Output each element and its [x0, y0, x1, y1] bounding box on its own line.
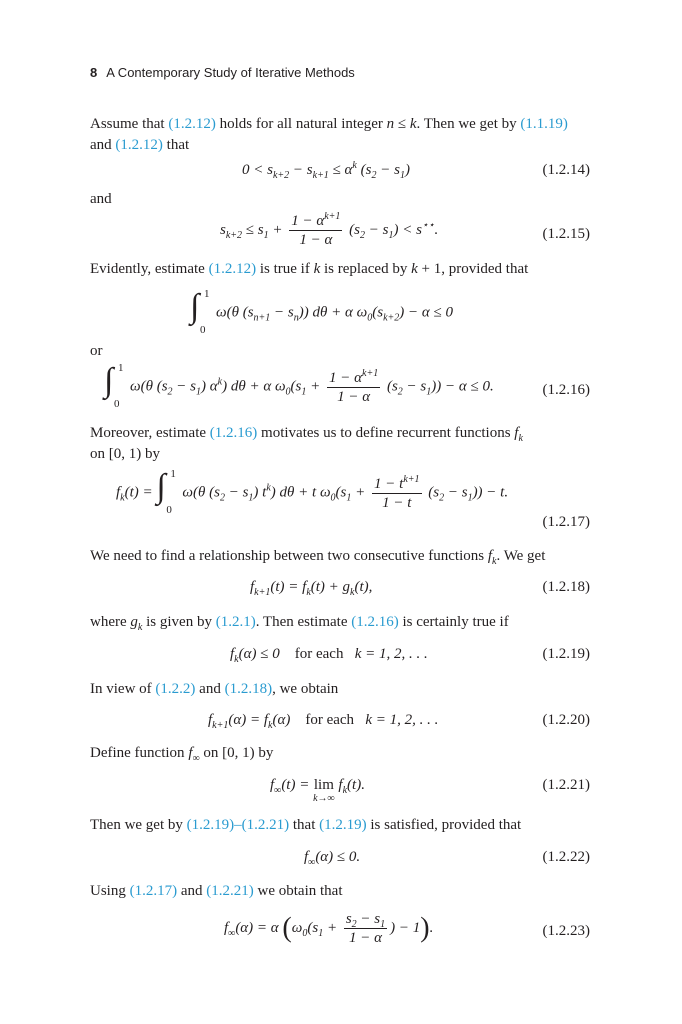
equation-1-2-22: $f_\infty(\alpha) \le 0$. (1.2.22) — [304, 849, 590, 868]
equation-number: (1.2.17) — [542, 514, 590, 530]
ref-link[interactable]: (1.2.16) — [351, 614, 399, 630]
running-title: A Contemporary Study of Iterative Methods — [106, 65, 355, 80]
ref-link[interactable]: (1.2.1) — [215, 614, 256, 630]
paragraph-7: Define function $f_\infty$ on [0, 1) by — [90, 745, 274, 764]
equation-1-2-17: $f_k(t)$ = ∫ 1 0 ω(θ $(s_2 - s_1)$ $t^k$) dθ + t $\omega_0(s_1$ + $\frac{1 - t^{k+1}}{1 - t}$ $(s_2 - s_1)) - t$. (1.2.17) — [116, 468, 590, 530]
paragraph-4: We need to find a relationship between two consecutive functions $f_k$. We get — [90, 548, 546, 567]
equation-1-2-14: $0 < s_{k+2} - s_{k+1} \le \alpha^k$ $(s_2 - s_1)$ (1.2.14) — [242, 160, 590, 181]
equation-number: (1.2.15) — [542, 226, 590, 242]
equation-1-2-19: $f_k(\alpha) \le 0$ for each k = 1, 2, . . . (1.2.19) — [230, 646, 590, 665]
equation-1-2-15: $s_{k+2} \le s_1$ + $\frac{1 - \alpha^{k+1}}{1 - \alpha}$ $(s_2 - s_1) < s^{⋆⋆}$. (1.2.15) — [220, 211, 590, 248]
paragraph-or: or — [90, 343, 103, 359]
equation-1-2-21: $f_\infty(t) = \lim$ k→∞ $f_k(t)$. (1.2.21) — [270, 777, 590, 804]
ref-link[interactable]: (1.2.17) — [129, 883, 178, 899]
paragraph-and: and — [90, 191, 112, 207]
paragraph-5: where $g_k$ is given by (1.2.1). Then estimate (1.2.16) is certainly true if — [90, 614, 509, 633]
ref-link[interactable]: (1.2.19) — [319, 817, 367, 833]
ref-link[interactable]: (1.2.18) — [224, 681, 273, 697]
paragraph-9: Using (1.2.17) and (1.2.21) we obtain that — [90, 883, 343, 899]
ref-link[interactable]: (1.1.19) — [520, 116, 568, 132]
ref-link[interactable]: (1.2.12) — [208, 261, 257, 277]
equation-1-2-20: $f_{k+1}(\alpha) = f_k(\alpha)$ for each k = 1, 2, . . . (1.2.20) — [208, 712, 590, 731]
paragraph-1: Assume that (1.2.12) holds for all natural integer n ≤ k. Then we get by (1.1.19) and (1.2.12) that — [90, 116, 568, 153]
equation-integral-condition: ∫ 1 0 ω(θ $(s_{n+1} - s_n)$) dθ + α $\omega_0(s_{k+2}) - \alpha \le 0$ — [190, 288, 453, 336]
equation-1-2-23: $f_\infty(\alpha) = \alpha$ ($\omega_0(s_1$ + $\frac{s_2 - s_1}{1 - \alpha}$ ) − 1). (1.2.23) — [224, 911, 590, 946]
paragraph-8: Then we get by (1.2.19)–(1.2.21) that (1.2.19) is satisfied, provided that — [90, 817, 522, 833]
equation-number: (1.2.20) — [542, 712, 590, 728]
equation-number: (1.2.21) — [542, 777, 590, 793]
ref-link[interactable]: (1.2.2) — [155, 681, 196, 697]
equation-number: (1.2.23) — [542, 923, 590, 939]
ref-link[interactable]: (1.2.12) — [168, 116, 216, 132]
ref-link[interactable]: (1.2.16) — [209, 425, 258, 441]
paragraph-2: Evidently, estimate (1.2.12) is true if k is replaced by k + 1, provided that — [90, 261, 529, 277]
ref-link[interactable]: (1.2.19)–(1.2.21) — [186, 817, 290, 833]
equation-1-2-16: ∫ 1 0 ω(θ $(s_2 - s_1)$ $\alpha^k$) dθ + α $\omega_0(s_1$ + $\frac{1 - \alpha^{k+1}}{1 - \alpha}$ $(s_2 - s_1)) - \alpha \le 0$. (1.2.16) — [104, 362, 590, 410]
equation-number: (1.2.22) — [542, 849, 590, 865]
equation-number: (1.2.16) — [542, 382, 590, 398]
equation-number: (1.2.18) — [542, 579, 590, 595]
page-number: 8 — [90, 65, 98, 80]
paragraph-6: In view of (1.2.2) and (1.2.18), we obtain — [90, 681, 339, 697]
page-header — [90, 65, 355, 80]
equation-number: (1.2.14) — [542, 162, 590, 178]
equation-1-2-18: $f_{k+1}(t) = f_k(t) + g_k(t)$, (1.2.18) — [250, 579, 590, 598]
paragraph-3: Moreover, estimate (1.2.16) motivates us to define recurrent functions $f_k$ on [0, 1) by — [90, 425, 523, 462]
ref-link[interactable]: (1.2.21) — [206, 883, 254, 899]
equation-number: (1.2.19) — [542, 646, 590, 662]
ref-link[interactable]: (1.2.12) — [115, 137, 163, 153]
